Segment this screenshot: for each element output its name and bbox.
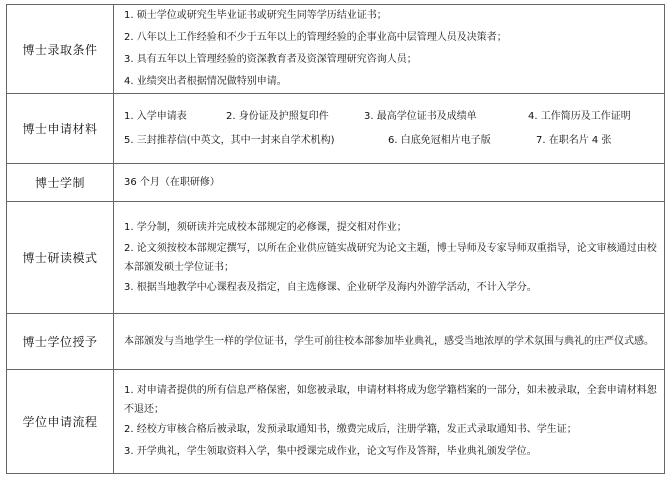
- list-item: 36 个月（在职研修）: [124, 176, 220, 188]
- row-label: 博士研读模式: [7, 202, 114, 314]
- list-item: 4. 工作简历及工作证明: [528, 110, 631, 122]
- row-content: [114, 370, 665, 474]
- list-item: 2. 经校方审核合格后被录取，发预录取通知书，缴费完成后，注册学籍，发正式录取通知书、学生证；: [124, 423, 577, 435]
- admission-info-table: [6, 4, 665, 474]
- row-label: 博士录取条件: [7, 5, 114, 94]
- materials-line: [124, 105, 658, 129]
- table-row-application-materials: [7, 94, 665, 164]
- list-item: 1. 硕士学位或研究生毕业证书或研究生同等学历结业证书；: [124, 10, 387, 21]
- row-content: [114, 314, 665, 370]
- list-item: 2. 八年以上工作经验和不少于五年以上的管理经验的企事业高中层管理人员及决策者；: [124, 32, 507, 43]
- list-item: 3. 根据当地教学中心课程表及指定，自主选修课、企业研学及海内外游学活动，不计入学分。: [124, 281, 537, 293]
- list-item: 7. 在职名片 4 张: [536, 134, 612, 146]
- list-item: 2. 论文须按校本部规定撰写，以所在企业供应链实战研究为论文主题，博士导师及专家导师双重指导，论文审核通过由校本部颁发硕士学位证书；: [124, 242, 657, 273]
- list-item: 1. 学分制，须研读并完成校本部规定的必修课，提交相对作业；: [124, 221, 407, 233]
- list-item: 4. 业绩突出者根据情况做特别申请。: [124, 76, 287, 87]
- list-item: 3. 开学典礼，学生领取资料入学，集中授课完成作业，论文写作及答辩，毕业典礼颁发学位。: [124, 445, 537, 457]
- row-content: [114, 164, 665, 202]
- list-item: 本部颁发与当地学生一样的学位证书，学生可前往校本部参加毕业典礼，感受当地浓厚的学术氛围与典礼的庄严仪式感。: [124, 336, 654, 347]
- list-item: 1. 对申请者提供的所有信息严格保密，如您被录取，申请材料将成为您学籍档案的一部分，如未被录取，全套申请材料恕不退还；: [124, 384, 657, 415]
- table-row-admission-requirements: [7, 5, 665, 94]
- list-item: 6. 白底免冠相片电子版: [388, 134, 491, 146]
- list-item: 3. 具有五年以上管理经验的资深教育者及资深管理研究咨询人员；: [124, 54, 417, 65]
- materials-line: [124, 129, 658, 153]
- list-item: 2. 身份证及护照复印件: [226, 110, 329, 122]
- row-content: [114, 5, 665, 94]
- table-row-study-mode: [7, 202, 665, 314]
- row-content: [114, 94, 665, 164]
- row-content: [114, 202, 665, 314]
- row-label: 博士学位授予: [7, 314, 114, 370]
- row-label: 博士学制: [7, 164, 114, 202]
- list-item: 3. 最高学位证书及成绩单: [364, 110, 477, 122]
- row-label: 博士申请材料: [7, 94, 114, 164]
- row-label: 学位申请流程: [7, 370, 114, 474]
- table-row-degree-award: [7, 314, 665, 370]
- table-row-application-process: [7, 370, 665, 474]
- list-item: 1. 入学申请表: [124, 110, 187, 122]
- table-row-program-duration: [7, 164, 665, 202]
- list-item: 5. 三封推荐信(中英文，其中一封来自学术机构): [124, 134, 335, 146]
